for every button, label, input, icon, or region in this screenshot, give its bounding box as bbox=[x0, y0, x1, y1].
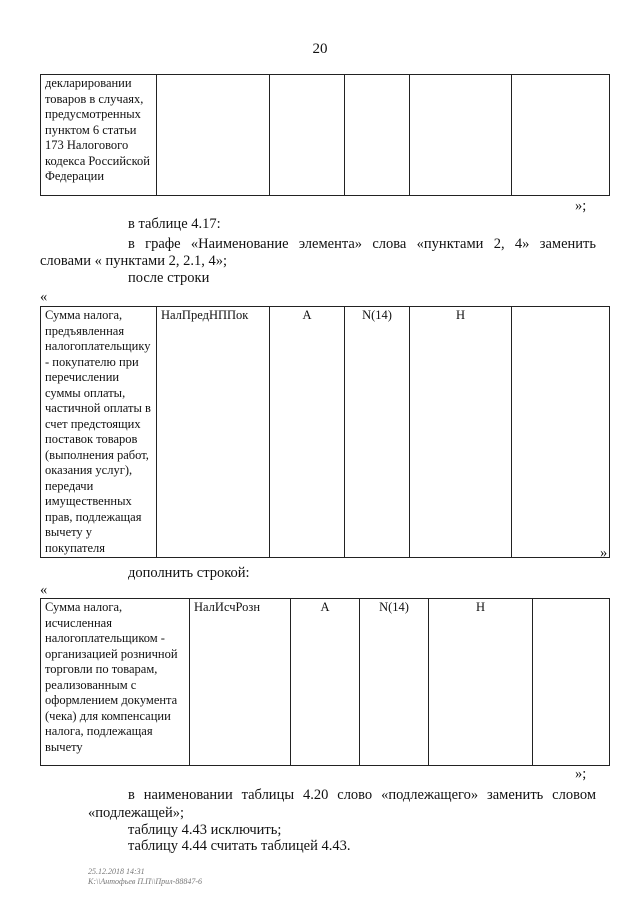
footer-timestamp: 25.12.2018 14:31 bbox=[88, 867, 145, 876]
paragraph: в графе «Наименование элемента» слова «пунктами 2, 4» заменить bbox=[128, 236, 596, 252]
paragraph: дополнить строкой: bbox=[128, 565, 250, 581]
table-cell bbox=[345, 75, 410, 196]
element-format: N(14) bbox=[360, 599, 429, 766]
table-cell bbox=[512, 307, 610, 558]
closing-quote: »; bbox=[575, 766, 587, 782]
table-cell bbox=[270, 75, 345, 196]
table-row bbox=[41, 599, 610, 766]
element-name: Сумма налога, предъявленная налогоплательщику - покупателю при перечислении суммы оплаты, частичной оплаты в счет предстоящих поставок товаров (выполнения работ, оказания услуг), передачи имущественных прав, подлежащая вычету у покупателя bbox=[41, 307, 157, 558]
table-row-existing bbox=[40, 306, 610, 558]
element-format: N(14) bbox=[345, 307, 410, 558]
table-cell bbox=[157, 75, 270, 196]
paragraph: в наименовании таблицы 4.20 слово «подлежащего» заменить словом bbox=[128, 787, 596, 803]
page-number: 20 bbox=[312, 41, 328, 57]
closing-quote: »; bbox=[575, 198, 587, 214]
element-type: А bbox=[291, 599, 360, 766]
element-required: Н bbox=[410, 307, 512, 558]
element-name: Сумма налога, исчисленная налогоплательщиком - организацией розничной торговли по товарам, реализованным с оформлением документа (чека) для компенсации налога, подлежащая вычету bbox=[41, 599, 190, 766]
table-cell bbox=[533, 599, 610, 766]
table-row bbox=[41, 307, 610, 558]
element-type: А bbox=[270, 307, 345, 558]
paragraph: таблицу 4.43 исключить; bbox=[128, 822, 282, 838]
paragraph: «подлежащей»; bbox=[88, 805, 184, 821]
opening-quote: « bbox=[40, 582, 48, 598]
element-code: НалПредНППок bbox=[157, 307, 270, 558]
table-cell-name: декларировании товаров в случаях, предусмотренных пунктом 6 статьи 173 Налогового кодекса Российской Федерации bbox=[41, 75, 157, 196]
opening-quote: « bbox=[40, 289, 48, 305]
paragraph: после строки bbox=[128, 270, 210, 286]
table-cell bbox=[410, 75, 512, 196]
closing-quote: » bbox=[600, 545, 608, 561]
paragraph: словами « пунктами 2, 2.1, 4»; bbox=[40, 253, 227, 269]
paragraph: в таблице 4.17: bbox=[128, 216, 221, 232]
element-code: НалИсчРозн bbox=[190, 599, 291, 766]
table-continued bbox=[40, 74, 610, 196]
table-row bbox=[41, 75, 610, 196]
paragraph: таблицу 4.44 считать таблицей 4.43. bbox=[128, 838, 351, 854]
footer-filepath: К:\\Антофьев П.П\\Прил-88847-6 bbox=[88, 877, 202, 886]
element-required: Н bbox=[429, 599, 533, 766]
table-row-new bbox=[40, 598, 610, 766]
table-cell bbox=[512, 75, 610, 196]
